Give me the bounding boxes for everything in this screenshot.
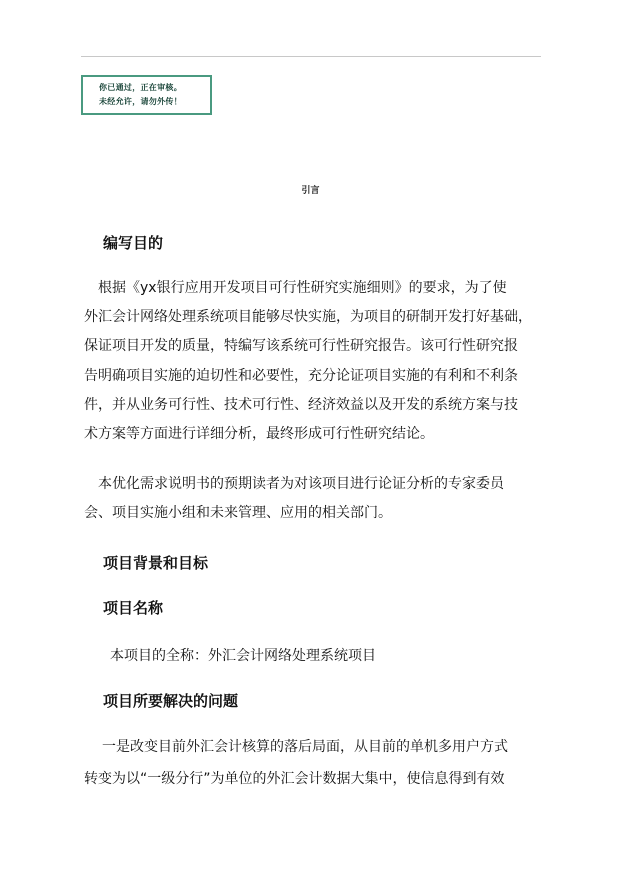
intro-title: 引言: [301, 186, 320, 196]
stamp-line-1: 你已通过，正在审核。: [99, 83, 182, 92]
text-line: 外汇会计网络处理系统项目能够尽快实施，为项目的研制开发打好基础，: [84, 309, 532, 326]
purpose-paragraph-2: [84, 470, 544, 528]
text-line: 根据《yx银行应用开发项目可行性研究实施细则》的要求，为了使: [84, 280, 507, 296]
stamp-line-2: 未经允许，请勿外传！: [99, 97, 182, 106]
header-rule: [81, 56, 541, 57]
background-heading: 项目背景和目标: [103, 554, 209, 572]
text-line: 件，并从业务可行性、技术可行性、经济效益以及开发的系统方案与技: [84, 396, 518, 413]
text-line: 本优化需求说明书的预期读者为对该项目进行论证分析的专家委员: [84, 476, 504, 492]
text-line: 告明确项目实施的迫切性和必要性，充分论证项目实施的有利和不利条: [84, 367, 518, 384]
text-line: 保证项目开发的质量，特编写该系统可行性研究报告。该可行性研究报: [84, 338, 518, 355]
review-stamp: [81, 75, 212, 115]
purpose-heading: 编写目的: [103, 234, 164, 252]
text-line: 术方案等方面进行详细分析，最终形成可行性研究结论。: [84, 426, 434, 443]
problem-paragraph: [84, 731, 542, 795]
text-line: 转变为以“一级分行”为单位的外汇会计数据大集中，使信息得到有效: [84, 771, 505, 787]
text-line: 会、项目实施小组和未来管理、应用的相关部门。: [84, 505, 392, 522]
problem-heading: 项目所要解决的问题: [103, 692, 239, 710]
project-name-text: 本项目的全称：外汇会计网络处理系统项目: [110, 648, 376, 664]
purpose-paragraph-1: [84, 274, 544, 449]
project-name-heading: 项目名称: [103, 599, 164, 617]
text-line: 一是改变目前外汇会计核算的落后局面，从目前的单机多用户方式: [102, 739, 508, 755]
